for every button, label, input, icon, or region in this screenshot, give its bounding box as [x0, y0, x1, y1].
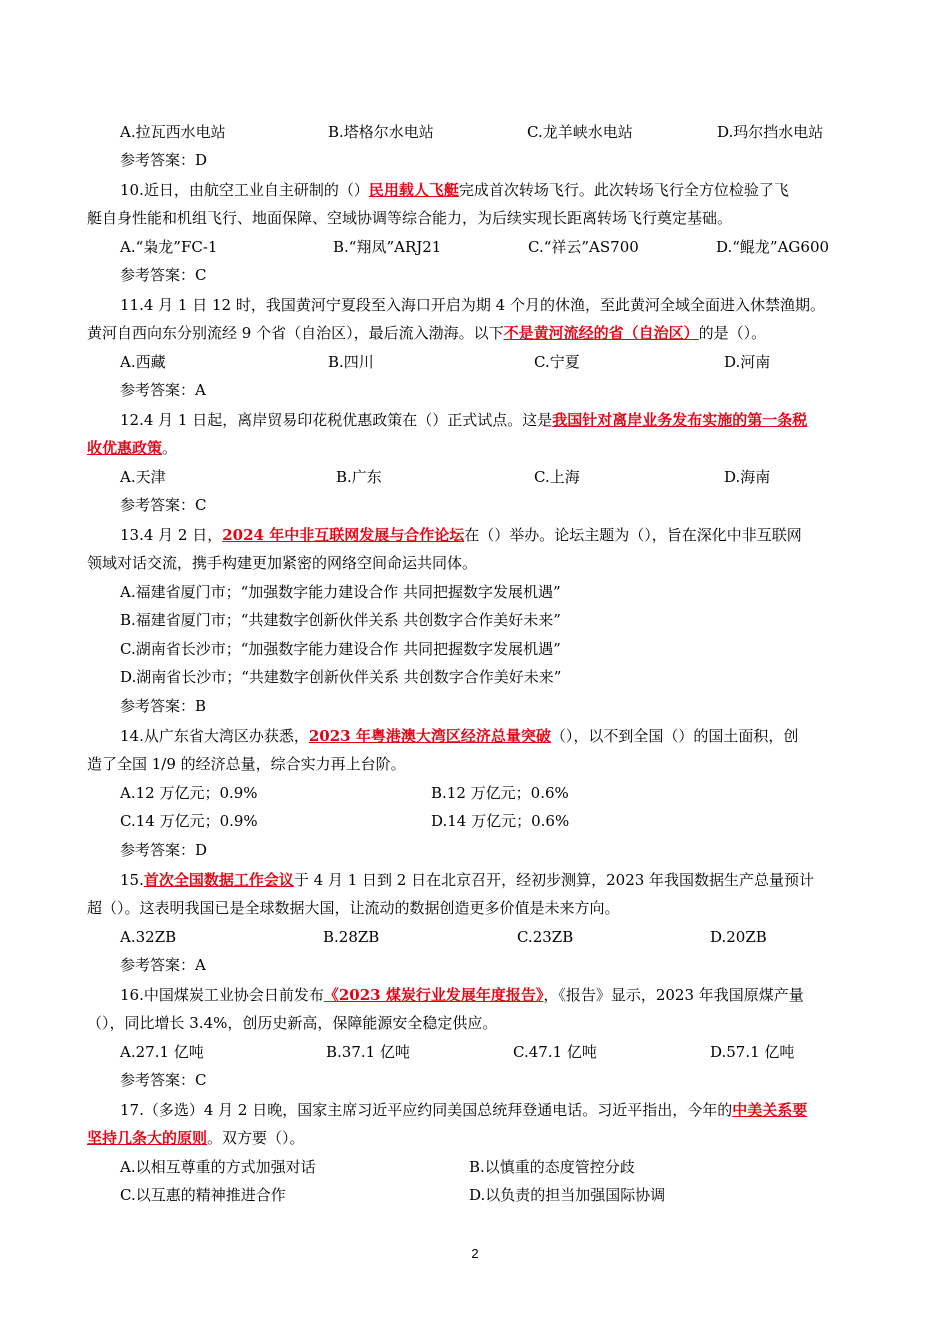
q15-highlight: 首次全国数据工作会议 [143, 871, 294, 889]
q12-answer: 参考答案：C [120, 496, 207, 514]
q10-option-c: C.“祥云”AS700 [528, 238, 639, 256]
q13-option-c: C.湖南省长沙市；“加强数字能力建设合作 共同把握数字发展机遇” [120, 640, 561, 658]
q12-option-c: C.上海 [534, 468, 580, 486]
q16-stem-line2: （），同比增长 3.4%，创历史新高，保障能源安全稳定供应。 [87, 1014, 498, 1032]
q17-stem-line2: 坚持几条大的原则。双方要（）。 [87, 1129, 305, 1147]
q11-option-a: A.西藏 [120, 353, 166, 371]
q15-stem-line1: 15.首次全国数据工作会议于 4 月 1 日到 2 日在北京召开，经初步测算，2023 年我国数据生产总量预计 [120, 871, 815, 889]
q16-highlight: 《2023 煤炭行业发展年度报告》 [323, 986, 544, 1004]
q12-option-a: A.天津 [120, 468, 166, 486]
q13-highlight: 2024 年中非互联网发展与合作论坛 [222, 526, 465, 544]
q17-option-c: C.以互惠的精神推进合作 [120, 1186, 286, 1204]
page-number: 2 [471, 1246, 479, 1261]
q12-option-d: D.海南 [724, 468, 771, 486]
q10-answer: 参考答案：C [120, 266, 207, 284]
q14-highlight: 2023 年粤港澳大湾区经济总量突破 [308, 727, 551, 745]
q15-option-b: B.28ZB [323, 928, 380, 946]
q12-highlight-cont: 收优惠政策 [87, 439, 163, 457]
q11-option-d: D.河南 [724, 353, 771, 371]
q11-stem-line1: 11.4 月 1 日 12 时，我国黄河宁夏段至入海口开启为期 4 个月的休渔，至此黄河全域全面进入休禁渔期。 [120, 296, 825, 314]
q11-highlight: 不是黄河流经的省（自治区） [503, 324, 699, 342]
q11-stem-line2: 黄河自西向东分别流经 9 个省（自治区），最后流入渤海。以下不是黄河流经的省（自治区）的是（）。 [87, 324, 767, 342]
q9-option-b: B.塔格尔水电站 [328, 123, 434, 141]
q10-option-d: D.“鲲龙”AG600 [716, 238, 830, 256]
q12-option-b: B.广东 [336, 468, 382, 486]
q9-answer: 参考答案：D [120, 151, 208, 169]
q11-option-c: C.宁夏 [534, 353, 580, 371]
q13-option-a: A.福建省厦门市；“加强数字能力建设合作 共同把握数字发展机遇” [120, 583, 561, 601]
q9-option-c: C.龙羊峡水电站 [527, 123, 633, 141]
q14-option-a: A.12 万亿元；0.9% [120, 784, 258, 802]
q16-answer: 参考答案：C [120, 1071, 207, 1089]
q15-option-a: A.32ZB [120, 928, 177, 946]
q13-stem-line1: 13.4 月 2 日，2024 年中非互联网发展与合作论坛在（）举办。论坛主题为（），旨在深化中非互联网 [120, 526, 802, 544]
q10-stem-line1: 10.近日，由航空工业自主研制的（）民用载人飞艇完成首次转场飞行。此次转场飞行全方位检验了飞 [120, 181, 789, 199]
q17-highlight-cont: 坚持几条大的原则 [87, 1129, 208, 1147]
q17-highlight: 中美关系要 [732, 1101, 808, 1119]
q14-answer: 参考答案：D [120, 841, 208, 859]
q15-option-c: C.23ZB [517, 928, 574, 946]
q16-option-a: A.27.1 亿吨 [120, 1043, 204, 1061]
q16-option-d: D.57.1 亿吨 [710, 1043, 795, 1061]
q17-option-a: A.以相互尊重的方式加强对话 [120, 1158, 316, 1176]
q10-highlight: 民用载人飞艇 [368, 181, 459, 199]
q15-stem-line2: 超（）。这表明我国已是全球数据大国，让流动的数据创造更多价值是未来方向。 [87, 899, 620, 917]
q17-stem-line1: 17.（多选）4 月 2 日晚，国家主席习近平应约同美国总统拜登通电话。习近平指出，今年的中美关系要 [120, 1101, 808, 1119]
q12-stem-line1: 12.4 月 1 日起，离岸贸易印花税优惠政策在（）正式试点。这是我国针对离岸业务发布实施的第一条税 [120, 411, 808, 429]
q10-stem-line2: 艇自身性能和机组飞行、地面保障、空域协调等综合能力，为后续实现长距离转场飞行奠定基础。 [87, 209, 733, 227]
q16-stem-line1: 16.中国煤炭工业协会日前发布《2023 煤炭行业发展年度报告》，《报告》显示，2023 年我国原煤产量 [120, 986, 804, 1004]
q16-option-b: B.37.1 亿吨 [326, 1043, 410, 1061]
q13-stem-line2: 领域对话交流，携手构建更加紧密的网络空间命运共同体。 [87, 554, 478, 572]
q15-answer: 参考答案：A [120, 956, 206, 974]
q11-option-b: B.四川 [328, 353, 374, 371]
q13-option-b: B.福建省厦门市；“共建数字创新伙伴关系 共创数字合作美好未来” [120, 611, 561, 629]
q9-option-d: D.玛尔挡水电站 [717, 123, 824, 141]
q14-stem-line2: 造了全国 1/9 的经济总量，综合实力再上台阶。 [87, 755, 406, 773]
q17-option-d: D.以负责的担当加强国际协调 [469, 1186, 666, 1204]
q17-option-b: B.以慎重的态度管控分歧 [469, 1158, 635, 1176]
q10-option-a: A.“枭龙”FC-1 [120, 238, 218, 256]
q14-stem-line1: 14.从广东省大湾区办获悉，2023 年粤港澳大湾区经济总量突破（），以不到全国（）的国土面积，创 [120, 727, 799, 745]
q16-option-c: C.47.1 亿吨 [513, 1043, 597, 1061]
q13-option-d: D.湖南省长沙市；“共建数字创新伙伴关系 共创数字合作美好未来” [120, 668, 562, 686]
q15-option-d: D.20ZB [710, 928, 767, 946]
q12-highlight: 我国针对离岸业务发布实施的第一条税 [552, 411, 808, 429]
q11-answer: 参考答案：A [120, 381, 206, 399]
q14-option-b: B.12 万亿元；0.6% [431, 784, 569, 802]
q12-stem-line2: 收优惠政策。 [87, 439, 178, 457]
q14-option-c: C.14 万亿元；0.9% [120, 812, 258, 830]
q14-option-d: D.14 万亿元；0.6% [431, 812, 570, 830]
q9-option-a: A.拉瓦西水电站 [120, 123, 226, 141]
q13-answer: 参考答案：B [120, 697, 207, 715]
q10-option-b: B.“翔凤”ARJ21 [333, 238, 442, 256]
